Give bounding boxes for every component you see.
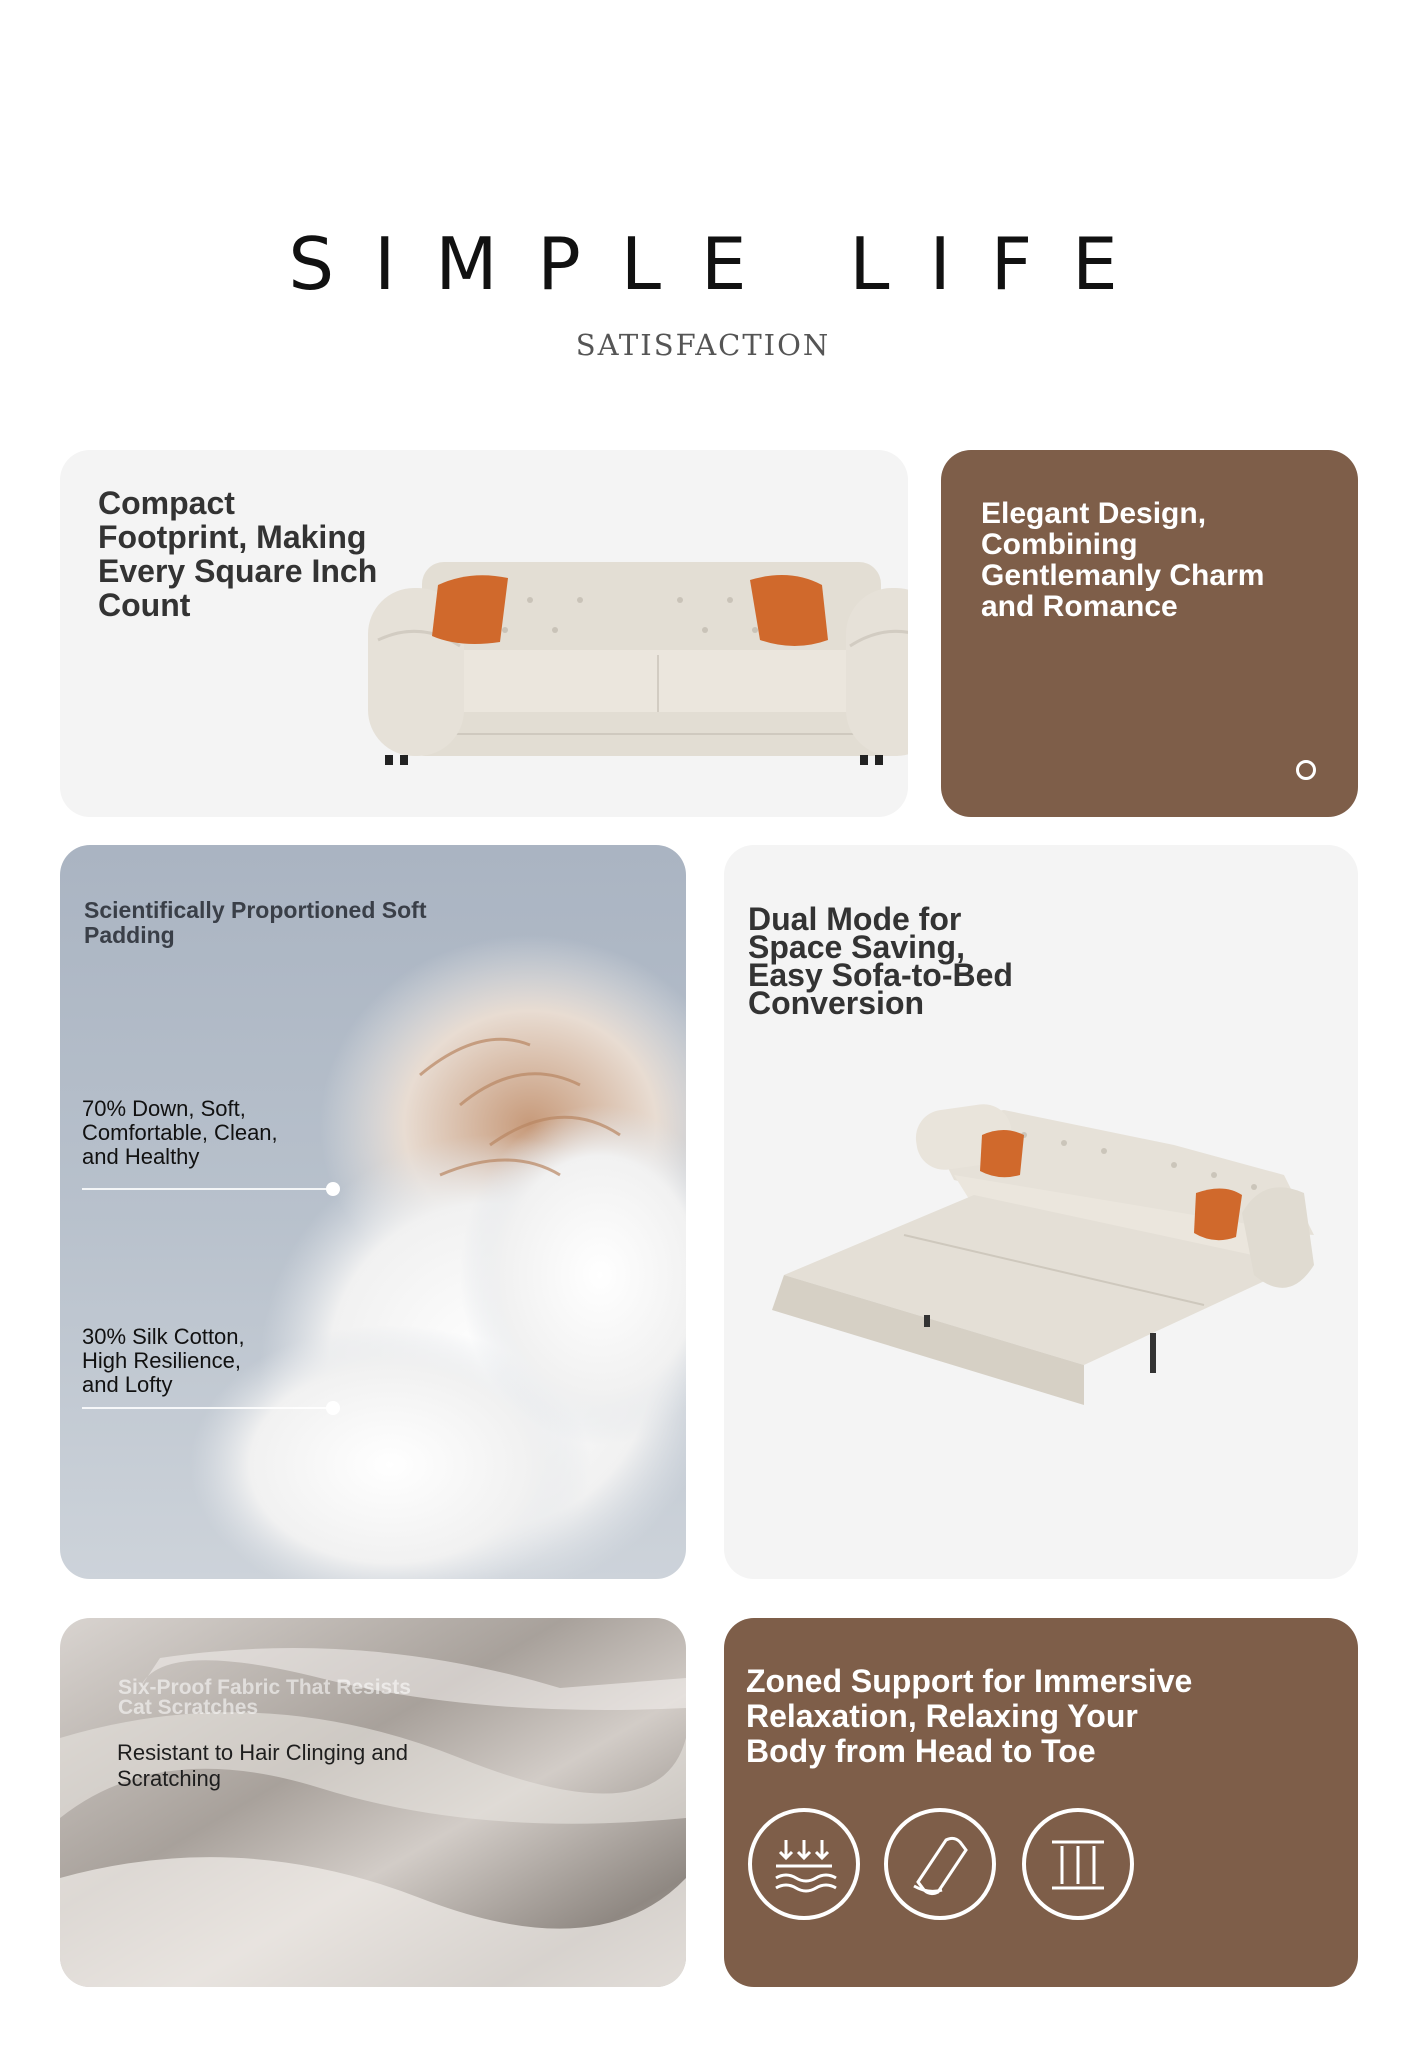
sofa-bed-image: [724, 845, 1358, 1579]
padding-heading: Scientifically Proportioned Soft Padding: [84, 897, 427, 948]
dual-mode-text: Dual Mode for Space Saving, Easy Sofa-to-Bed Conversion: [748, 901, 1013, 1021]
elegant-design-text: Elegant Design, Combining Gentlemanly Charm and Romance: [981, 497, 1265, 623]
silk-leader-line: [82, 1407, 330, 1409]
compact-footprint-text: Compact Footprint, Making Every Square Inch Count: [98, 485, 378, 623]
soft-padding-card: [60, 845, 686, 1579]
sofa-image: [60, 450, 908, 817]
silk-label: 30% Silk Cotton, High Resilience, and Lofty: [82, 1324, 245, 1397]
compact-footprint-card: [60, 450, 908, 817]
feather-down-image: [60, 845, 686, 1579]
elegant-design-card: [941, 450, 1358, 817]
fabric-texture-image: [60, 1618, 686, 1987]
fabric-description: Resistant to Hair Clinging and Scratching: [117, 1740, 409, 1791]
dual-mode-card: [724, 845, 1358, 1579]
silk-pin: [326, 1401, 340, 1415]
down-label: 70% Down, Soft, Comfortable, Clean, and Healthy: [82, 1096, 278, 1169]
zoned-support-card: [724, 1618, 1358, 1987]
ring-icon: [1296, 760, 1316, 780]
fabric-faint-heading: Six-Proof Fabric That Resists Cat Scratches: [118, 1676, 411, 1719]
page-header: [0, 0, 1406, 420]
pressure-layers-icon: [748, 1808, 860, 1920]
zoned-support-text: Zoned Support for Immersive Relaxation, Relaxing Your Body from Head to Toe: [746, 1663, 1193, 1769]
spring-support-icon: [1022, 1808, 1134, 1920]
down-leader-line: [82, 1188, 330, 1190]
page-title: SIMPLE LIFE: [288, 222, 1158, 306]
down-pin: [326, 1182, 340, 1196]
page-subtitle: SATISFACTION: [575, 328, 831, 362]
cushion-pad-icon: [884, 1808, 996, 1920]
fabric-card: [60, 1618, 686, 1987]
